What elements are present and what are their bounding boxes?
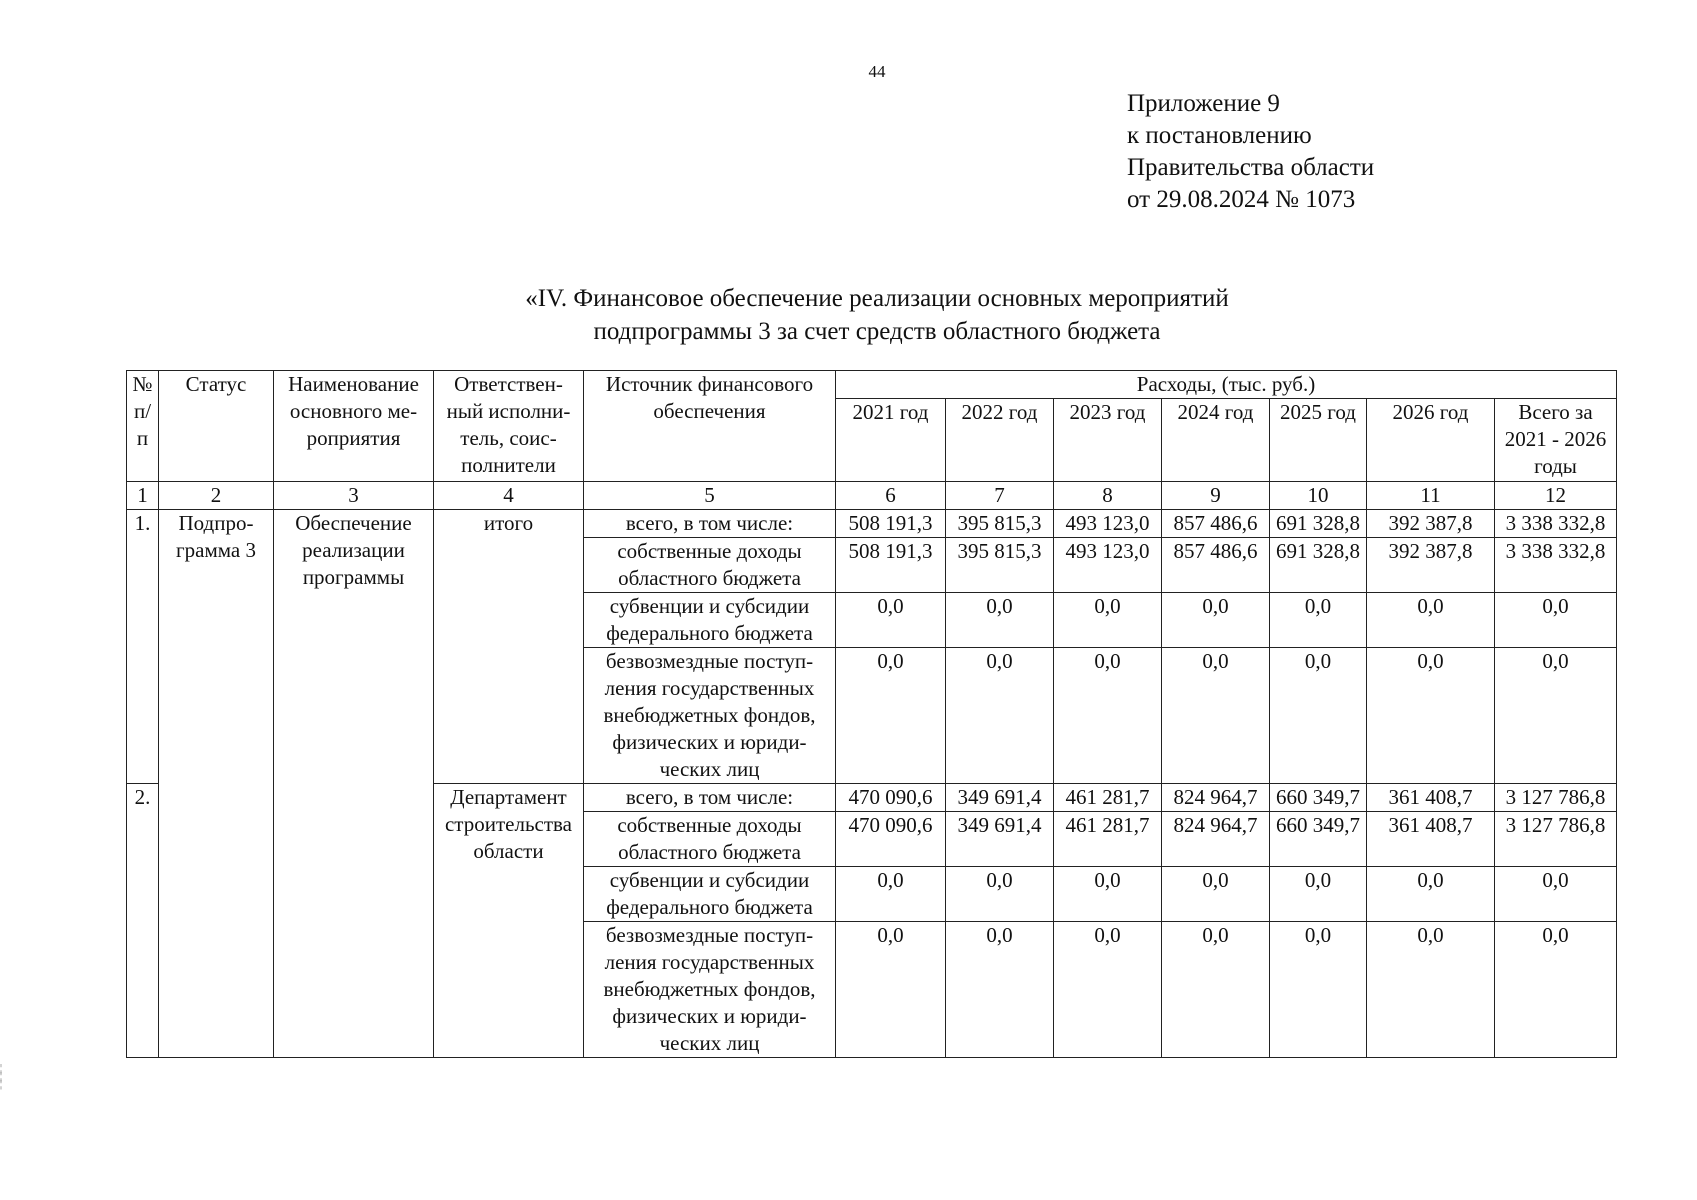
value-cell: 470 090,6 <box>836 784 946 812</box>
header-expenses: Расходы, (тыс. руб.) <box>836 371 1617 399</box>
value-cell: 0,0 <box>1162 593 1270 648</box>
column-number: 1 <box>127 482 159 510</box>
total-cell: 0,0 <box>1495 593 1617 648</box>
value-cell: 857 486,6 <box>1162 538 1270 593</box>
source-cell: собственные доходы областного бюджета <box>584 538 836 593</box>
value-cell: 0,0 <box>1054 593 1162 648</box>
value-cell: 0,0 <box>836 648 946 784</box>
value-cell: 461 281,7 <box>1054 784 1162 812</box>
value-cell: 0,0 <box>1270 922 1367 1058</box>
value-cell: 660 349,7 <box>1270 784 1367 812</box>
executor-cell: итого <box>434 510 584 784</box>
total-cell: 0,0 <box>1495 648 1617 784</box>
table-body <box>127 371 1617 1058</box>
appendix-line: от 29.08.2024 № 1073 <box>1127 186 1356 213</box>
header-executor: Ответствен-ный исполни-тель, соис-полнители <box>434 371 584 482</box>
header-year: 2024 год <box>1162 399 1270 482</box>
column-numbers-row <box>127 482 1617 510</box>
value-cell: 0,0 <box>1367 922 1495 1058</box>
executor-cell: Департамент строительства области <box>434 784 584 1058</box>
value-cell: 392 387,8 <box>1367 510 1495 538</box>
column-number: 11 <box>1367 482 1495 510</box>
total-cell: 0,0 <box>1495 867 1617 922</box>
column-number: 6 <box>836 482 946 510</box>
total-cell: 3 338 332,8 <box>1495 510 1617 538</box>
total-cell: 3 127 786,8 <box>1495 812 1617 867</box>
column-number: 12 <box>1495 482 1617 510</box>
value-cell: 0,0 <box>1367 593 1495 648</box>
column-number: 5 <box>584 482 836 510</box>
value-cell: 0,0 <box>1270 593 1367 648</box>
value-cell: 0,0 <box>1162 867 1270 922</box>
value-cell: 392 387,8 <box>1367 538 1495 593</box>
value-cell: 0,0 <box>836 922 946 1058</box>
value-cell: 824 964,7 <box>1162 784 1270 812</box>
value-cell: 0,0 <box>1270 867 1367 922</box>
value-cell: 0,0 <box>946 922 1054 1058</box>
table-row <box>127 510 1617 538</box>
document-title <box>0 282 1697 348</box>
header-row <box>127 371 1617 399</box>
header-year: 2021 год <box>836 399 946 482</box>
value-cell: 0,0 <box>946 867 1054 922</box>
source-cell: субвенции и субсидии федерального бюджета <box>584 867 836 922</box>
value-cell: 395 815,3 <box>946 510 1054 538</box>
header-total: Всего за 2021 - 2026 годы <box>1495 399 1617 482</box>
value-cell: 0,0 <box>946 648 1054 784</box>
value-cell: 0,0 <box>836 867 946 922</box>
measure-name-cell: Обеспечение реализации программы <box>274 510 434 1058</box>
value-cell: 0,0 <box>1270 648 1367 784</box>
source-cell: всего, в том числе: <box>584 510 836 538</box>
row-number: 2. <box>127 784 159 1058</box>
appendix-line: Правительства области <box>1127 154 1375 181</box>
total-cell: 0,0 <box>1495 922 1617 1058</box>
value-cell: 691 328,8 <box>1270 538 1367 593</box>
value-cell: 395 815,3 <box>946 538 1054 593</box>
row-number: 1. <box>127 510 159 784</box>
value-cell: 0,0 <box>1054 648 1162 784</box>
value-cell: 691 328,8 <box>1270 510 1367 538</box>
title-line: подпрограммы 3 за счет средств областного бюджета <box>593 318 1161 345</box>
value-cell: 0,0 <box>1162 922 1270 1058</box>
header-status: Статус <box>159 371 274 482</box>
value-cell: 349 691,4 <box>946 812 1054 867</box>
appendix-line: Приложение 9 <box>1127 90 1280 117</box>
source-cell: безвозмездные поступ-ления государственных внебюджетных фондов, физических и юриди-ческих лиц <box>584 922 836 1058</box>
margin-mark: ¦ ¦ ¦ <box>0 1063 3 1090</box>
column-number: 9 <box>1162 482 1270 510</box>
value-cell: 0,0 <box>1367 648 1495 784</box>
value-cell: 0,0 <box>1054 867 1162 922</box>
value-cell: 461 281,7 <box>1054 812 1162 867</box>
column-number: 7 <box>946 482 1054 510</box>
source-cell: безвозмездные поступ-ления государственных внебюджетных фондов, физических и юриди-ческих лиц <box>584 648 836 784</box>
header-num: № п/п <box>127 371 159 482</box>
value-cell: 493 123,0 <box>1054 510 1162 538</box>
header-year: 2023 год <box>1054 399 1162 482</box>
status-cell: Подпро-грамма 3 <box>159 510 274 1058</box>
value-cell: 824 964,7 <box>1162 812 1270 867</box>
total-cell: 3 127 786,8 <box>1495 784 1617 812</box>
value-cell: 0,0 <box>1367 867 1495 922</box>
total-cell: 3 338 332,8 <box>1495 538 1617 593</box>
value-cell: 660 349,7 <box>1270 812 1367 867</box>
financing-table <box>126 370 1617 1058</box>
column-number: 4 <box>434 482 584 510</box>
column-number: 10 <box>1270 482 1367 510</box>
header-year: 2026 год <box>1367 399 1495 482</box>
source-cell: субвенции и субсидии федерального бюджета <box>584 593 836 648</box>
value-cell: 508 191,3 <box>836 510 946 538</box>
value-cell: 361 408,7 <box>1367 812 1495 867</box>
column-number: 8 <box>1054 482 1162 510</box>
source-cell: всего, в том числе: <box>584 784 836 812</box>
value-cell: 0,0 <box>1162 648 1270 784</box>
appendix-block <box>1127 88 1374 216</box>
value-cell: 361 408,7 <box>1367 784 1495 812</box>
header-source: Источник финансового обеспечения <box>584 371 836 482</box>
header-year: 2022 год <box>946 399 1054 482</box>
page-number: 44 <box>868 62 886 81</box>
source-cell: собственные доходы областного бюджета <box>584 812 836 867</box>
column-number: 3 <box>274 482 434 510</box>
value-cell: 493 123,0 <box>1054 538 1162 593</box>
value-cell: 0,0 <box>1054 922 1162 1058</box>
value-cell: 0,0 <box>946 593 1054 648</box>
column-number: 2 <box>159 482 274 510</box>
header-name: Наименование основного ме-роприятия <box>274 371 434 482</box>
value-cell: 0,0 <box>836 593 946 648</box>
value-cell: 508 191,3 <box>836 538 946 593</box>
value-cell: 470 090,6 <box>836 812 946 867</box>
value-cell: 857 486,6 <box>1162 510 1270 538</box>
title-line: «IV. Финансовое обеспечение реализации основных мероприятий <box>525 285 1229 312</box>
value-cell: 349 691,4 <box>946 784 1054 812</box>
header-year: 2025 год <box>1270 399 1367 482</box>
appendix-line: к постановлению <box>1127 122 1312 149</box>
